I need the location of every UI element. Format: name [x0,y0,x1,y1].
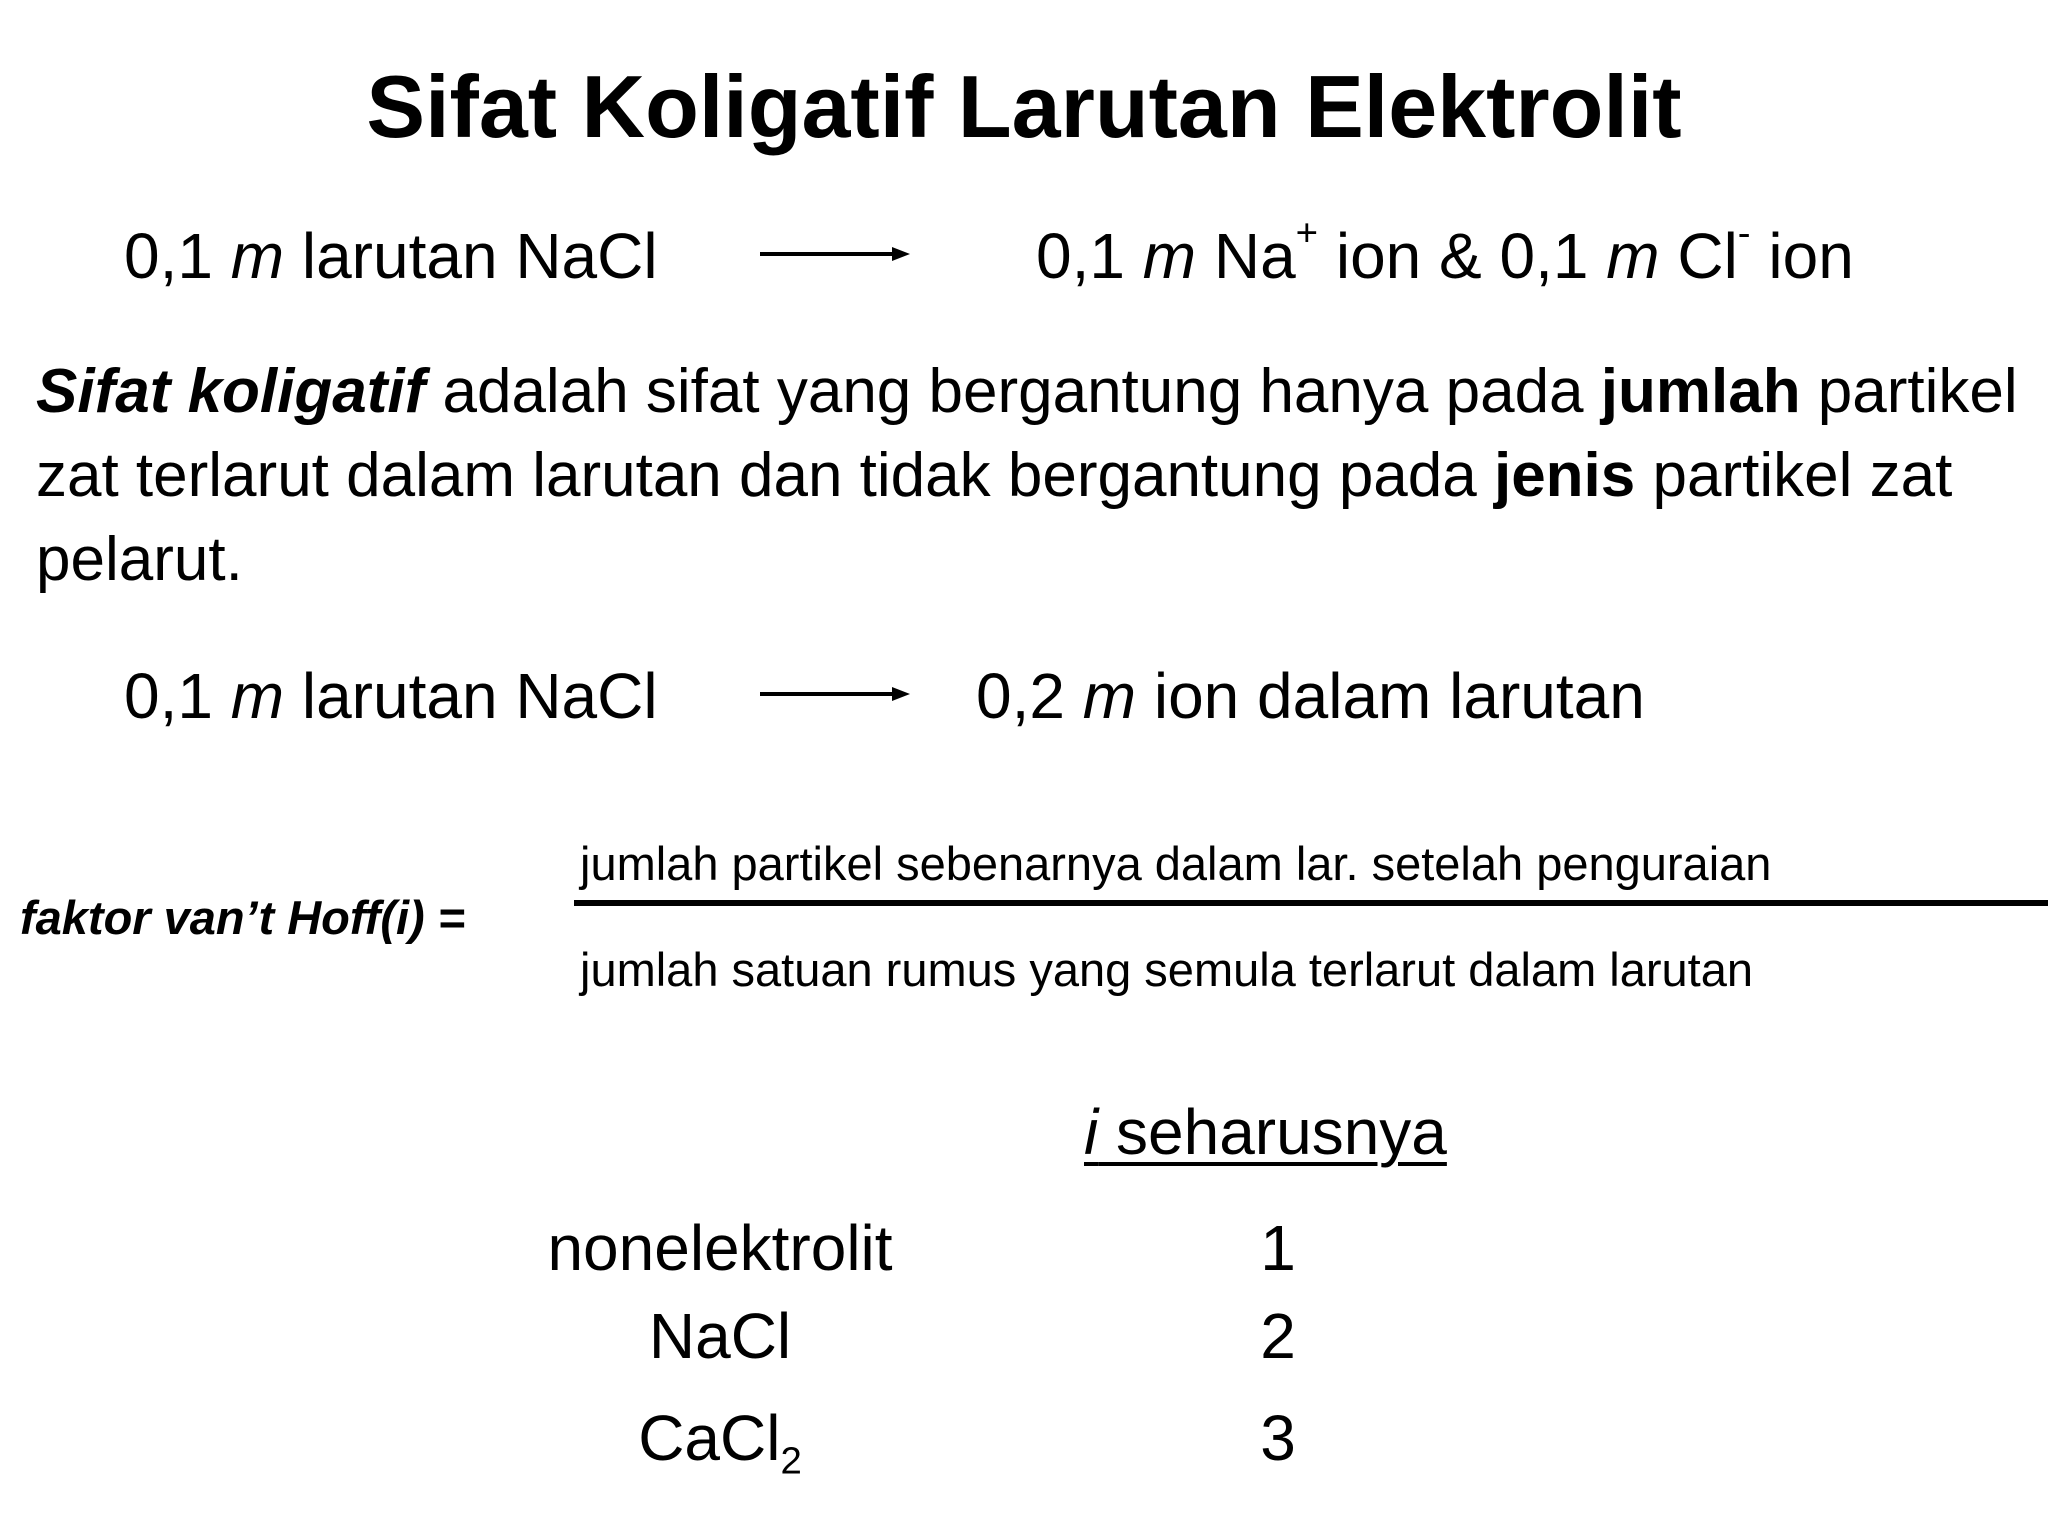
line1-right-ion1: Na [1213,220,1296,292]
line2-left-unit: m [230,660,285,732]
line1-arrow-icon [760,242,910,266]
vant-hoff-lhs: faktor van’t Hoff(i) = [20,891,466,944]
definition-paragraph [36,350,2026,602]
definition-term: Sifat koligatif [36,357,426,426]
table-row-value: 2 [1260,1300,1296,1372]
table-row-value: 1 [1260,1212,1296,1284]
vant-hoff-denominator: jumlah satuan rumus yang semula terlarut dalam larutan [580,943,1753,996]
table-row-value: 3 [1260,1402,1296,1474]
line2-left-text: larutan NaCl [301,660,658,732]
line2-right [976,658,1645,734]
line2-right-text: ion dalam larutan [1153,660,1645,732]
line1-right-end: ion [1768,220,1854,292]
line1-right-mid: ion & 0,1 [1335,220,1589,292]
table-header [1084,1094,1447,1170]
table-row-name [520,1400,920,1483]
line1-right-ion1-charge: + [1295,211,1319,255]
page-title: Sifat Koligatif Larutan Elektrolit [366,57,1682,156]
line2-arrow-icon [760,682,910,706]
fraction-bar [574,900,2048,906]
line1-left-text: larutan NaCl [301,220,658,292]
line1-right [1036,211,1854,294]
table-header-text: seharusnya [1098,1096,1447,1168]
definition-part1: adalah sifat yang bergantung hanya pada [425,357,1601,426]
line1-left-value: 0,1 [124,220,213,292]
definition-bold1: jumlah [1600,357,1801,426]
table-row-name: nonelektrolit [547,1212,893,1284]
line2-right-unit: m [1082,660,1137,732]
line1-left-unit: m [230,220,285,292]
line2-left [124,658,658,734]
line1-right-unit2: m [1606,220,1660,292]
definition-bold2: jenis [1493,441,1636,510]
line1-right-value1: 0,1 [1036,220,1125,292]
vant-hoff-numerator: jumlah partikel sebenarnya dalam lar. setelah penguraian [580,837,1772,890]
table-row-subscript: 2 [780,1439,802,1483]
table-row-name: NaCl [648,1300,792,1372]
definition-part3: partikel zat pelarut. [36,441,1953,594]
line1-left [124,218,658,294]
line1-right-ion2-charge: - [1737,211,1751,255]
line2-left-value: 0,1 [124,660,213,732]
definition-part2: partikel zat terlarut dalam larutan dan tidak bergantung pada [36,357,2018,510]
table-row-formula: CaCl [638,1402,781,1474]
line1-right-unit1: m [1142,220,1197,292]
line1-right-ion2: Cl [1677,220,1738,292]
table-header-var: i [1084,1096,1099,1168]
line2-right-value: 0,2 [976,660,1065,732]
